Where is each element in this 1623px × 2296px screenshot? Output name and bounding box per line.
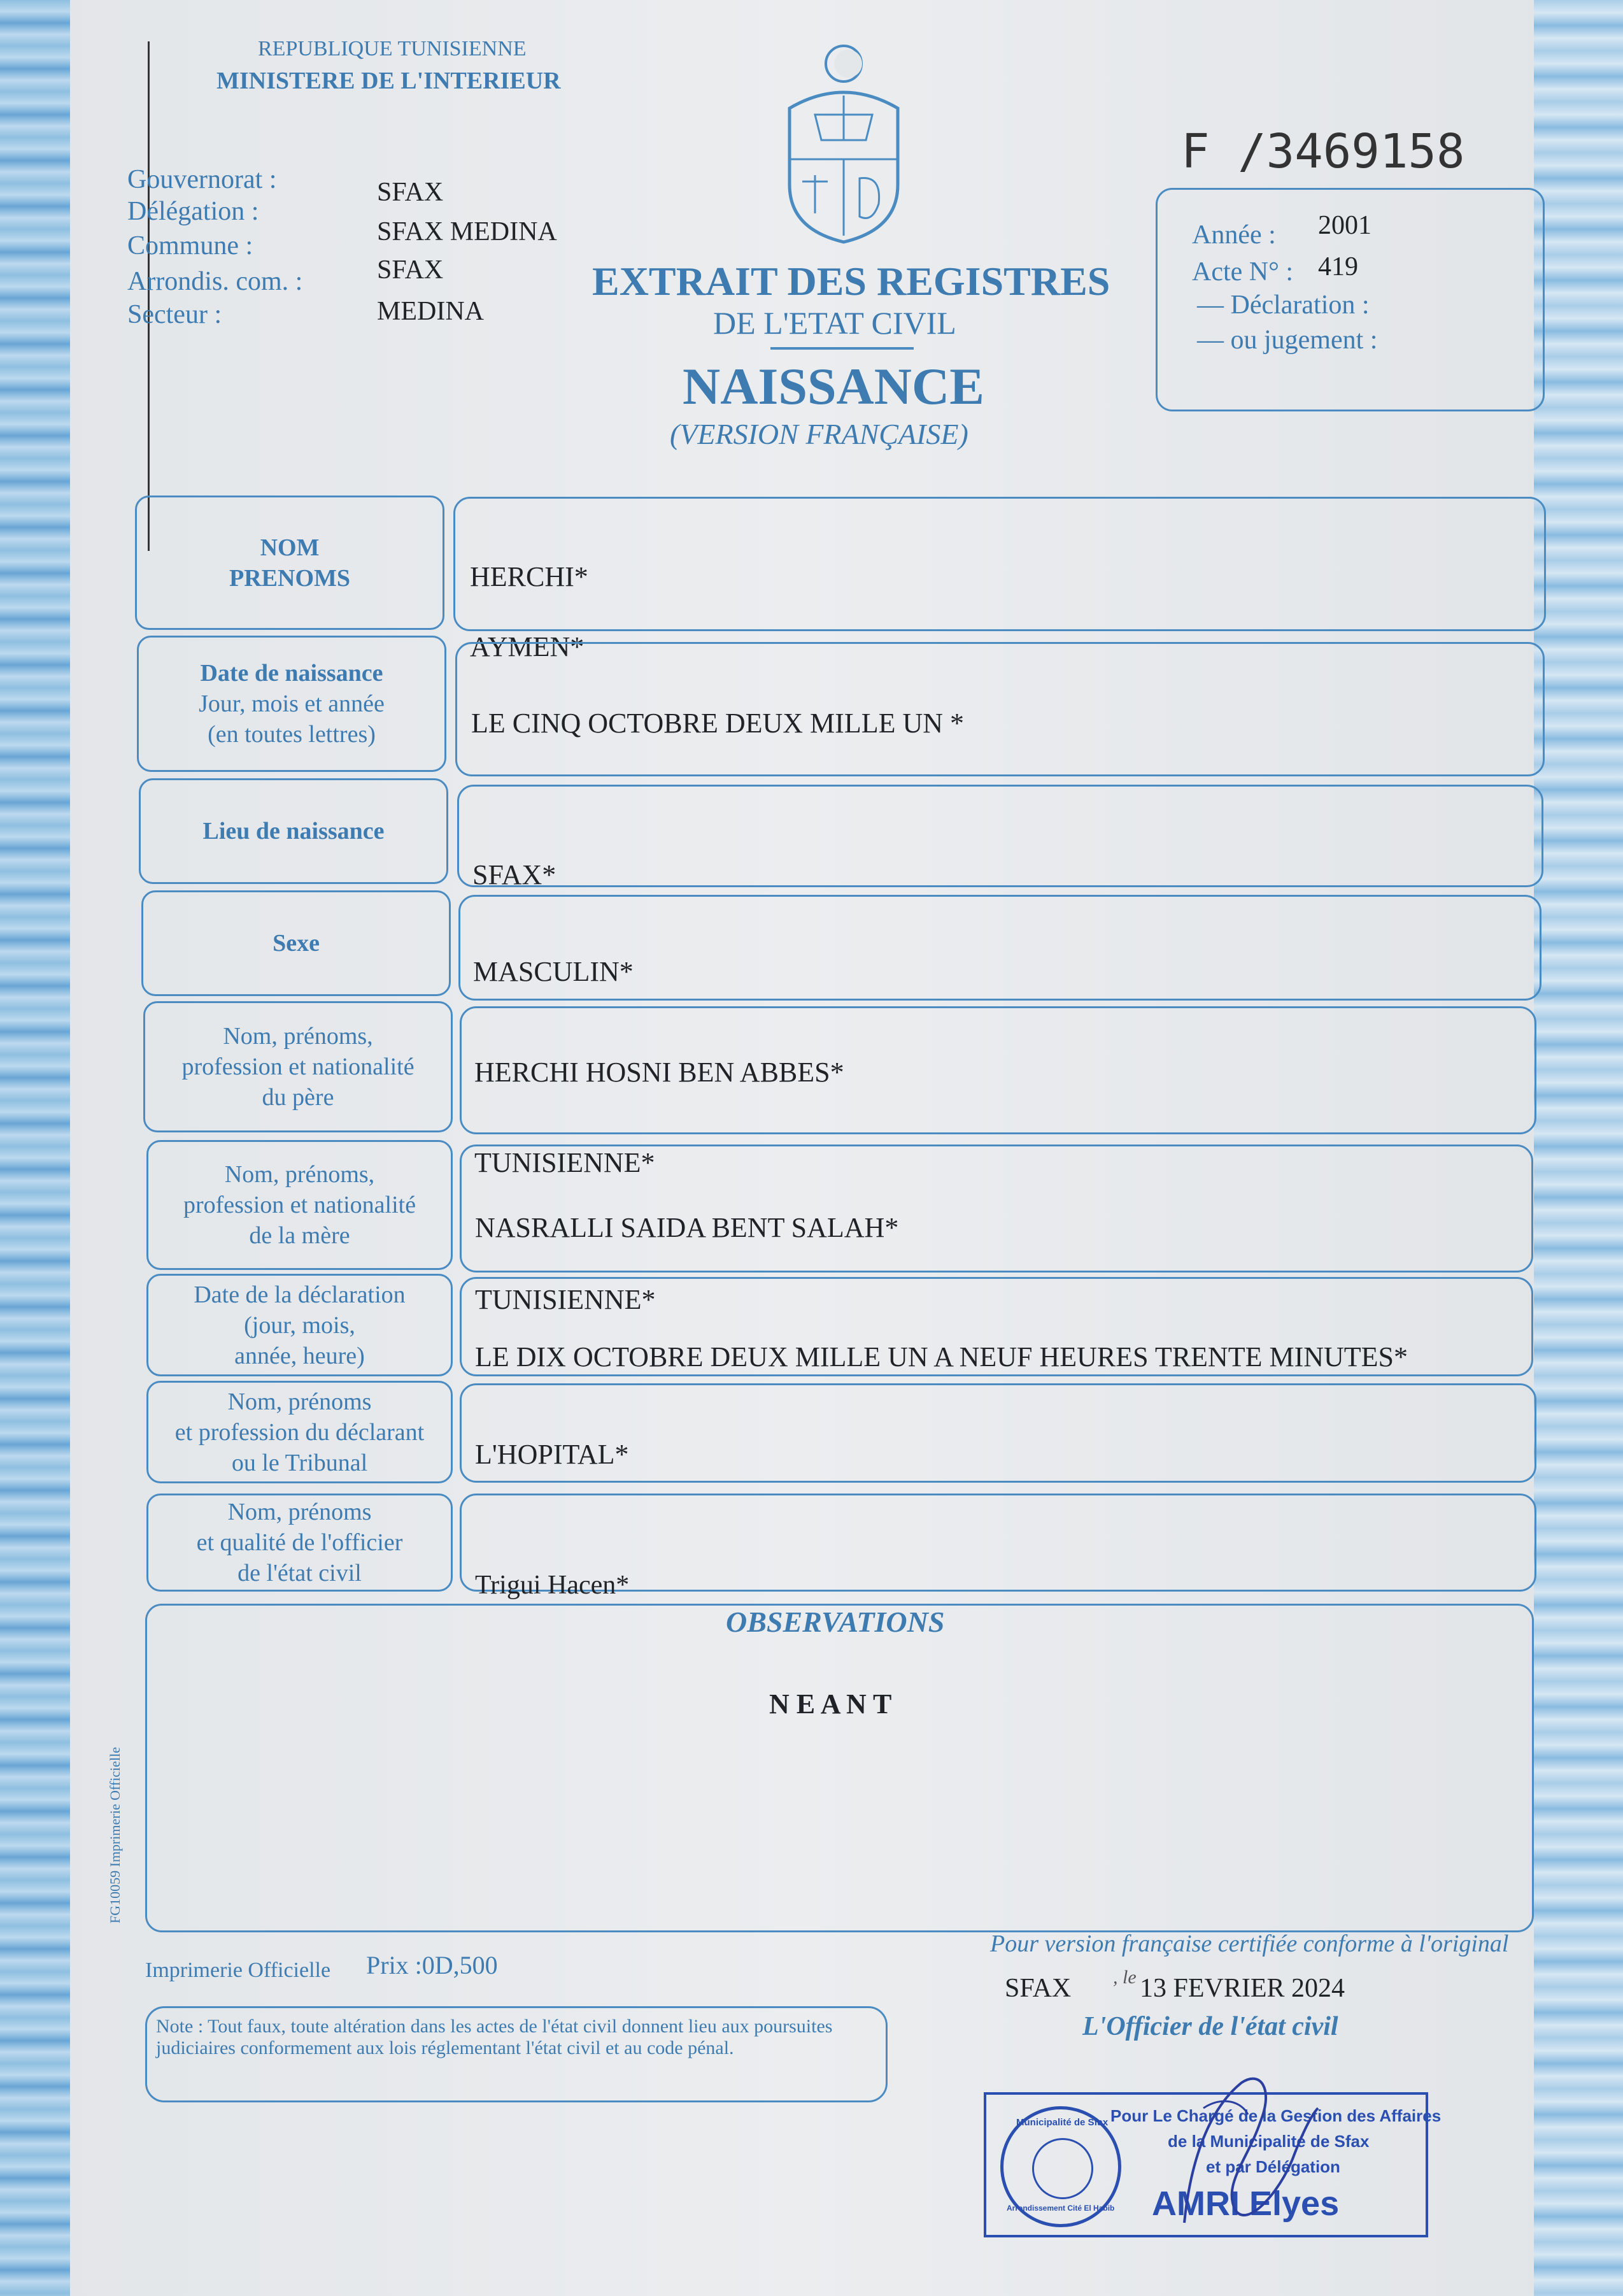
title-etat-civil: DE L'ETAT CIVIL: [713, 305, 956, 341]
date-text: 13 FEVRIER 2024: [1140, 1974, 1345, 2003]
officer-title: L'Officier de l'état civil: [1082, 2012, 1338, 2041]
value-pere-nationalite: TUNISIENNE*: [474, 1147, 655, 1178]
label-pere-3: du père: [262, 1084, 334, 1111]
label-pere-2: profession et nationalité: [181, 1053, 415, 1080]
certified-text: Pour version française certifiée conforme à l'original: [990, 1930, 1509, 1957]
value-sexe: MASCULIN*: [473, 956, 634, 987]
stamp-line-2: de la Municipalité de Sfax: [1168, 2132, 1370, 2151]
label-gouvernorat: Gouvernorat :: [127, 165, 277, 194]
ministry-text: MINISTERE DE L'INTERIEUR: [216, 68, 561, 94]
label-cell-nom: [135, 496, 444, 630]
observations-value: N E A N T: [769, 1688, 892, 1720]
label-declaration-3: année, heure): [234, 1342, 365, 1369]
value-cell-lieu: [457, 785, 1543, 887]
value-mere: NASRALLI SAIDA BENT SALAH*: [475, 1212, 899, 1243]
label-delegation: Délégation :: [127, 197, 259, 226]
note-text: Note : Tout faux, toute altération dans les actes de l'état civil donnent lieu aux poursuites judiciaires conformement aux lois réglementant l'état civil et au code pénal.: [156, 2016, 833, 2058]
label-cell-declarant: [146, 1381, 453, 1483]
stamp-circle-bottom: Arrondissement Cité El Habib: [1007, 2204, 1115, 2213]
label-prenoms: PRENOMS: [229, 564, 350, 592]
value-nom: HERCHI*: [470, 561, 588, 592]
label-declaration-2: (jour, mois,: [244, 1311, 355, 1339]
label-declarant-2: et profession du déclarant: [174, 1418, 425, 1446]
label-commune: Commune :: [127, 231, 253, 260]
stamp-line-1: Pour Le Chargé de la Gestion des Affaires: [1110, 2106, 1442, 2125]
imprimerie-text: Imprimerie Officielle: [145, 1958, 331, 1982]
label-cell-sexe: [141, 890, 451, 996]
title-divider: [770, 347, 914, 350]
label-pere-1: Nom, prénoms,: [223, 1023, 373, 1050]
value-cell-mere: [460, 1144, 1533, 1273]
label-arrondissement: Arrondis. com. :: [127, 267, 303, 296]
label-mere-1: Nom, prénoms,: [224, 1161, 375, 1188]
label-toutes-lettres: (en toutes lettres): [208, 721, 376, 748]
city-text: SFAX: [1005, 1974, 1072, 2003]
value-arrondissement: SFAX: [377, 255, 444, 285]
label-declarant-1: Nom, prénoms: [227, 1388, 372, 1415]
label-declarant-3: ou le Tribunal: [231, 1449, 368, 1476]
value-prenom: AYMEN*: [470, 631, 585, 662]
label-declaration: — Déclaration :: [1197, 290, 1370, 320]
value-officier: Trigui Hacen*: [475, 1571, 630, 1600]
label-cell-lieu: [139, 778, 448, 884]
stamp-seal-icon: [1000, 2106, 1121, 2227]
value-secteur: MEDINA: [377, 297, 484, 326]
value-mere-nationalite: TUNISIENNE*: [475, 1284, 656, 1315]
prix-text: Prix :0D,500: [366, 1951, 498, 1979]
label-secteur: Secteur :: [127, 300, 222, 329]
label-date-naissance: Date de naissance: [200, 660, 383, 687]
label-officier-1: Nom, prénoms: [227, 1499, 372, 1525]
title-extrait: EXTRAIT DES REGISTRES: [592, 259, 1110, 304]
label-cell-date-naissance: [137, 636, 446, 772]
value-delegation: SFAX MEDINA: [377, 217, 557, 246]
side-print-text: FG10059 Imprimerie Officielle: [107, 1747, 123, 1923]
stamp-circle-top: Municipalité de Sfax: [1016, 2117, 1109, 2128]
observations-box: [145, 1604, 1534, 1932]
republic-text: REPUBLIQUE TUNISIENNE: [258, 37, 527, 61]
signature-icon: [1165, 2032, 1331, 2242]
label-lieu: Lieu de naissance: [202, 818, 385, 845]
value-declarant: L'HOPITAL*: [475, 1439, 629, 1470]
label-mere-3: de la mère: [249, 1222, 350, 1249]
label-officier-3: de l'état civil: [237, 1560, 362, 1587]
value-gouvernorat: SFAX: [377, 178, 444, 207]
value-cell-nom: [453, 497, 1546, 631]
value-date-naissance: LE CINQ OCTOBRE DEUX MILLE UN *: [471, 708, 965, 739]
stamp-line-3: et par Délégation: [1206, 2157, 1340, 2176]
title-naissance: NAISSANCE: [683, 357, 984, 415]
stamp-seal-center: [1032, 2138, 1093, 2199]
title-version: (VERSION FRANÇAISE): [670, 418, 968, 450]
coat-of-arms-icon: [777, 38, 911, 248]
value-acte: 419: [1318, 252, 1358, 282]
label-jugement: — ou jugement :: [1197, 325, 1378, 355]
observations-title: OBSERVATIONS: [726, 1606, 945, 1638]
value-declaration: LE DIX OCTOBRE DEUX MILLE UN A NEUF HEURES TRENTE MINUTES*: [475, 1341, 1408, 1373]
label-acte: Acte N° :: [1192, 257, 1294, 287]
label-jour-mois: Jour, mois et année: [199, 690, 385, 717]
value-lieu: SFAX*: [472, 859, 556, 890]
label-officier-2: et qualité de l'officier: [196, 1529, 403, 1556]
value-annee: 2001: [1318, 211, 1371, 240]
label-cell-officier: [146, 1494, 453, 1592]
label-cell-pere: [143, 1001, 453, 1132]
decorative-border-left: [0, 0, 70, 2296]
label-annee: Année :: [1192, 220, 1276, 250]
label-declaration-1: Date de la déclaration: [194, 1281, 406, 1308]
le-text: , le: [1113, 1967, 1137, 1988]
label-sexe: Sexe: [273, 930, 320, 957]
label-cell-declaration: [146, 1274, 453, 1376]
label-cell-mere: [146, 1140, 453, 1270]
stamp-name: AMRI Elyes: [1152, 2185, 1340, 2223]
label-nom: NOM: [260, 534, 320, 561]
label-mere-2: profession et nationalité: [183, 1192, 416, 1218]
decorative-border-right: [1534, 0, 1623, 2296]
value-pere: HERCHI HOSNI BEN ABBES*: [474, 1057, 844, 1088]
serial-number: F /3469158: [1181, 124, 1465, 179]
